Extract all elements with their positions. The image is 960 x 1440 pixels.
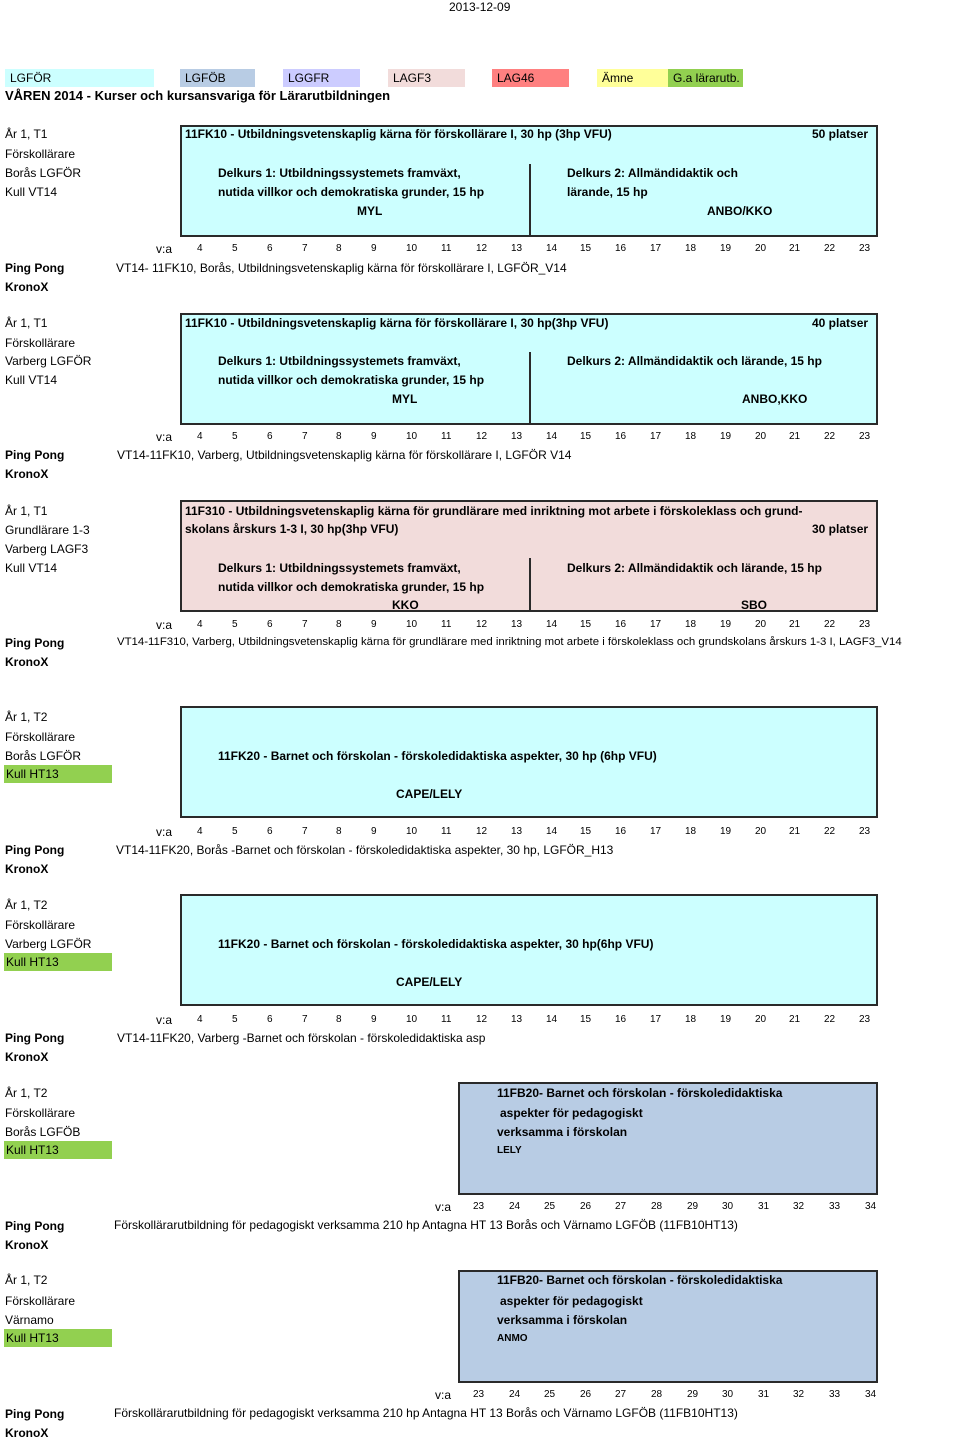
legend-item: LGFÖB [180,69,255,87]
course-title-line-1: 11FB20- Barnet och förskolan - förskoledidaktiska [497,1086,783,1100]
left-label-location: Borås LGFÖB [5,1125,81,1139]
week-number: 18 [685,431,697,442]
week-number: 23 [473,1389,485,1400]
week-number: 17 [650,431,662,442]
week-number: 9 [371,243,377,254]
week-number: 9 [371,826,377,837]
week-number: 18 [685,619,697,630]
left-label-program: Förskollärare [5,336,76,350]
week-number: 16 [615,243,627,254]
week-number: 20 [755,619,767,630]
week-number: 18 [685,1014,697,1025]
week-number: 6 [267,619,273,630]
week-number: 18 [685,243,697,254]
left-label-location: Varberg LGFÖR [5,937,92,951]
left-label-year: År 1, T2 [5,1273,48,1287]
week-number: 23 [473,1201,485,1212]
left-label-location: Borås LGFÖR [5,749,82,763]
week-number: 10 [406,826,418,837]
sub-course-2-teacher: ANBO/KKO [707,204,773,218]
week-number: 12 [476,243,488,254]
week-number: 21 [789,243,801,254]
week-number: 11 [441,243,452,254]
week-number: 9 [371,431,377,442]
ping-pong-label: Ping Pong [5,261,65,275]
week-number: 32 [793,1389,805,1400]
week-number: 13 [511,826,523,837]
week-number: 22 [824,243,836,254]
ping-pong-description: VT14-11FK10, Varberg, Utbildningsvetenskaplig kärna för förskollärare I, LGFÖR V14 [117,448,572,462]
week-number: 10 [406,1014,418,1025]
ping-pong-description: VT14-11FK20, Varberg -Barnet och förskolan - förskoledidaktiska asp [117,1031,486,1045]
course-title-line-2: skolans årskurs 1-3 I, 30 hp(3hp VFU) [185,522,399,536]
week-number: 8 [336,431,342,442]
week-number: 31 [758,1201,770,1212]
course-teacher: CAPE/LELY [396,787,463,801]
kronox-label: KronoX [5,655,49,669]
kronox-label: KronoX [5,280,49,294]
week-number: 15 [580,243,592,254]
week-number: 11 [441,826,452,837]
week-number: 15 [580,826,592,837]
kronox-label: KronoX [5,862,49,876]
kronox-label: KronoX [5,1050,49,1064]
week-number: 15 [580,431,592,442]
sub-course-1-line-1: Delkurs 1: Utbildningssystemets framväxt, [218,354,461,368]
ping-pong-label: Ping Pong [5,636,65,650]
kronox-label: KronoX [5,467,49,481]
course-title-line-1: 11FB20- Barnet och förskolan - förskoledidaktiska [497,1273,783,1287]
week-number: 33 [829,1201,841,1212]
week-number: 19 [720,1014,732,1025]
week-label: v:a [435,1388,452,1402]
week-number: 5 [232,619,238,630]
week-number: 19 [720,243,732,254]
left-label-cohort: Kull VT14 [5,373,58,387]
ping-pong-description: VT14-11FK20, Borås -Barnet och förskolan - förskoledidaktiska aspekter, 30 hp, LGFÖR_H13 [116,843,614,857]
week-number: 13 [511,1014,523,1025]
course-title: 11FK20 - Barnet och förskolan - förskoledidaktiska aspekter, 30 hp (6hp VFU) [218,749,657,763]
left-label-year: År 1, T2 [5,898,48,912]
week-label: v:a [156,1013,173,1027]
week-number: 8 [336,619,342,630]
week-number: 16 [615,431,627,442]
week-number: 26 [580,1389,592,1400]
week-number: 33 [829,1389,841,1400]
week-number: 34 [865,1389,877,1400]
week-number: 6 [267,243,273,254]
left-label-location: Värnamo [5,1313,54,1327]
sub-course-2-teacher: SBO [741,598,768,612]
ping-pong-description: Förskollärarutbildning för pedagogiskt verksamma 210 hp Antagna HT 13 Borås och Värnamo LGFÖB (11FB10HT13) [114,1406,738,1420]
legend-item: LGFÖR [5,69,154,87]
week-number: 26 [580,1201,592,1212]
week-number: 14 [546,243,558,254]
week-number: 4 [197,826,203,837]
left-label-program: Förskollärare [5,730,76,744]
course-teacher: ANMO [497,1333,528,1344]
sub-course-2-teacher: ANBO,KKO [742,392,808,406]
week-number: 7 [302,826,308,837]
week-number: 7 [302,619,308,630]
legend-item: LAG46 [492,69,569,87]
week-number: 15 [580,1014,592,1025]
week-number: 22 [824,619,836,630]
week-number: 17 [650,243,662,254]
ping-pong-label: Ping Pong [5,1031,65,1045]
week-number: 22 [824,1014,836,1025]
legend-item: LAGF3 [388,69,465,87]
week-number: 14 [546,431,558,442]
week-number: 34 [865,1201,877,1212]
legend-item: G.a lärarutb. [668,69,743,87]
left-label-program: Förskollärare [5,147,76,161]
left-label-location: Varberg LGFÖR [5,354,92,368]
week-number: 20 [755,243,767,254]
ping-pong-label: Ping Pong [5,1219,65,1233]
week-number: 4 [197,243,203,254]
sub-course-1-line-2: nutida villkor och demokratiska grunder, 15 hp [218,185,485,199]
week-number: 27 [615,1201,627,1212]
sub-course-1-teacher: MYL [392,392,418,406]
week-number: 22 [824,826,836,837]
week-number: 13 [511,243,523,254]
sub-course-1-line-2: nutida villkor och demokratiska grunder, 15 hp [218,373,485,387]
course-divider [529,164,531,237]
left-label-cohort: Kull HT13 [4,1141,112,1159]
week-number: 14 [546,826,558,837]
document-date: 2013-12-09 [449,0,511,14]
left-label-cohort: Kull HT13 [4,953,112,971]
ping-pong-label: Ping Pong [5,1407,65,1421]
left-label-cohort: Kull HT13 [4,765,112,783]
ping-pong-description: Förskollärarutbildning för pedagogiskt verksamma 210 hp Antagna HT 13 Borås och Värnamo LGFÖB (11FB10HT13) [114,1218,738,1232]
left-label-year: År 1, T1 [5,504,48,518]
kronox-label: KronoX [5,1426,49,1440]
week-number: 4 [197,431,203,442]
week-number: 12 [476,431,488,442]
week-number: 28 [651,1201,663,1212]
week-label: v:a [156,618,173,632]
left-label-year: År 1, T1 [5,316,48,330]
week-number: 25 [544,1201,556,1212]
course-title-line-3: verksamma i förskolan [497,1125,628,1139]
week-number: 32 [793,1201,805,1212]
week-number: 11 [441,431,452,442]
week-number: 16 [615,619,627,630]
week-number: 21 [789,619,801,630]
course-title: 11FK10 - Utbildningsvetenskaplig kärna för förskollärare I, 30 hp(3hp VFU) [185,316,609,330]
week-number: 20 [755,1014,767,1025]
week-number: 20 [755,431,767,442]
left-label-location: Borås LGFÖR [5,166,82,180]
week-number: 5 [232,431,238,442]
left-label-program: Förskollärare [5,1106,76,1120]
left-label-year: År 1, T1 [5,127,48,141]
week-number: 19 [720,431,732,442]
week-number: 24 [509,1201,521,1212]
course-title-line-1: 11F310 - Utbildningsvetenskaplig kärna för grundlärare med inriktning mot arbete i förskoleklass och grund- [185,504,803,518]
week-number: 23 [859,1014,871,1025]
week-number: 25 [544,1389,556,1400]
week-number: 16 [615,1014,627,1025]
week-number: 13 [511,619,523,630]
week-number: 29 [687,1201,699,1212]
sub-course-1-line-2: nutida villkor och demokratiska grunder, 15 hp [218,580,485,594]
week-number: 7 [302,1014,308,1025]
course-divider [529,352,531,425]
week-number: 17 [650,619,662,630]
sub-course-1-teacher: MYL [357,204,383,218]
week-number: 9 [371,1014,377,1025]
week-number: 17 [650,826,662,837]
week-label: v:a [435,1200,452,1214]
course-title-line-3: verksamma i förskolan [497,1313,628,1327]
left-label-year: År 1, T2 [5,710,48,724]
ping-pong-label: Ping Pong [5,843,65,857]
week-number: 10 [406,243,418,254]
week-number: 12 [476,1014,488,1025]
week-number: 23 [859,431,871,442]
week-number: 16 [615,826,627,837]
week-number: 31 [758,1389,770,1400]
left-label-location: Varberg LAGF3 [5,542,89,556]
left-label-program: Förskollärare [5,1294,76,1308]
week-number: 23 [859,826,871,837]
week-number: 5 [232,1014,238,1025]
week-number: 19 [720,619,732,630]
week-number: 11 [441,1014,452,1025]
week-number: 6 [267,431,273,442]
left-label-cohort: Kull VT14 [5,561,58,575]
week-number: 29 [687,1389,699,1400]
week-number: 4 [197,1014,203,1025]
course-places: 30 platser [812,522,869,536]
left-label-program: Förskollärare [5,918,76,932]
week-number: 10 [406,431,418,442]
week-number: 23 [859,243,871,254]
course-places: 50 platser [812,127,869,141]
course-places: 40 platser [812,316,869,330]
week-label: v:a [156,430,173,444]
week-number: 8 [336,1014,342,1025]
week-number: 30 [722,1201,734,1212]
week-number: 28 [651,1389,663,1400]
week-number: 21 [789,826,801,837]
left-label-program: Grundlärare 1-3 [5,523,90,537]
legend-item: Ämne [597,69,668,87]
week-number: 11 [441,619,452,630]
week-number: 30 [722,1389,734,1400]
course-title: 11FK20 - Barnet och förskolan - förskoledidaktiska aspekter, 30 hp(6hp VFU) [218,937,654,951]
week-number: 12 [476,619,488,630]
week-number: 10 [406,619,418,630]
week-number: 14 [546,619,558,630]
course-divider [529,558,531,612]
week-number: 18 [685,826,697,837]
week-number: 6 [267,826,273,837]
week-number: 5 [232,243,238,254]
sub-course-2-line-2: lärande, 15 hp [567,185,648,199]
page-title: VÅREN 2014 - Kurser och kursansvariga för Lärarutbildningen [5,88,391,103]
kronox-label: KronoX [5,1238,49,1252]
week-label: v:a [156,242,173,256]
week-number: 23 [859,619,871,630]
week-number: 4 [197,619,203,630]
sub-course-2-line-1: Delkurs 2: Allmändidaktik och [567,166,738,180]
sub-course-1-line-1: Delkurs 1: Utbildningssystemets framväxt, [218,561,461,575]
week-label: v:a [156,825,173,839]
left-label-cohort: Kull VT14 [5,185,58,199]
week-number: 8 [336,826,342,837]
week-number: 15 [580,619,592,630]
legend-item: LGGFR [283,69,360,87]
ping-pong-description: VT14-11F310, Varberg, Utbildningsvetenskaplig kärna för grundlärare med inriktning mot arbete i förskoleklass och grundskolans årskurs 1-3 I, LAGF3_V14 [117,636,902,648]
week-number: 6 [267,1014,273,1025]
week-number: 17 [650,1014,662,1025]
course-teacher: LELY [497,1145,522,1156]
ping-pong-description: VT14- 11FK10, Borås, Utbildningsvetenskaplig kärna för förskollärare I, LGFÖR_V14 [116,261,567,275]
ping-pong-label: Ping Pong [5,448,65,462]
week-number: 24 [509,1389,521,1400]
week-number: 21 [789,1014,801,1025]
course-title-line-2: aspekter för pedagogiskt [500,1106,643,1120]
left-label-cohort: Kull HT13 [4,1329,112,1347]
week-number: 9 [371,619,377,630]
week-number: 13 [511,431,523,442]
sub-course-2-line-1: Delkurs 2: Allmändidaktik och lärande, 15 hp [567,561,822,575]
week-number: 22 [824,431,836,442]
week-number: 12 [476,826,488,837]
sub-course-1-line-1: Delkurs 1: Utbildningssystemets framväxt, [218,166,461,180]
course-teacher: CAPE/LELY [396,975,463,989]
sub-course-2-line-1: Delkurs 2: Allmändidaktik och lärande, 15 hp [567,354,822,368]
week-number: 7 [302,243,308,254]
course-title-line-2: aspekter för pedagogiskt [500,1294,643,1308]
week-number: 27 [615,1389,627,1400]
week-number: 21 [789,431,801,442]
week-number: 5 [232,826,238,837]
sub-course-1-teacher: KKO [392,598,419,612]
course-title: 11FK10 - Utbildningsvetenskaplig kärna för förskollärare I, 30 hp (3hp VFU) [185,127,612,141]
week-number: 19 [720,826,732,837]
week-number: 8 [336,243,342,254]
week-number: 7 [302,431,308,442]
left-label-year: År 1, T2 [5,1086,48,1100]
week-number: 20 [755,826,767,837]
week-number: 14 [546,1014,558,1025]
